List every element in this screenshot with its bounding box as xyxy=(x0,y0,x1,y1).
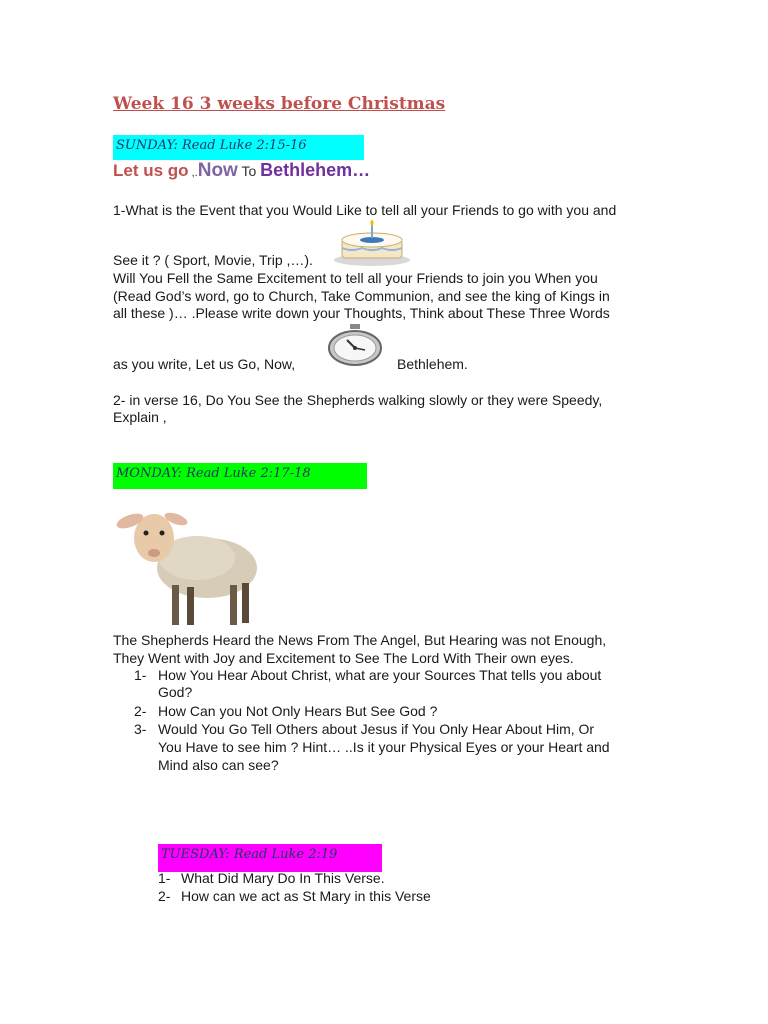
sunday-q2-line1: 2- in verse 16, Do You See the Shepherds walking slowly or they were Speedy, xyxy=(113,392,603,408)
monday-item-3-line1: Would You Go Tell Others about Jesus if You Only Hear About Him, Or xyxy=(158,721,595,737)
now-text: Now xyxy=(197,160,238,181)
page-title: Week 16 3 weeks before Christmas xyxy=(113,94,446,114)
tuesday-heading: TUESDAY: Read Luke 2:19 xyxy=(158,844,382,872)
monday-item-3-num: 3- xyxy=(134,721,147,737)
monday-item-2-num: 2- xyxy=(134,703,147,719)
birthday-cake-image xyxy=(332,218,412,268)
stopwatch-image xyxy=(325,322,385,368)
tuesday-item-1-text: What Did Mary Do In This Verse. xyxy=(181,870,385,886)
sunday-p-line4: as you write, Let us Go, Now, xyxy=(113,356,296,372)
lets-go-line xyxy=(113,160,370,182)
to-text: To xyxy=(237,163,261,179)
monday-item-3-line3: Mind also can see? xyxy=(158,757,279,773)
monday-item-1-line2: God? xyxy=(158,684,193,700)
tuesday-item-2-num: 2- xyxy=(158,888,171,904)
monday-item-1-line1: How You Hear About Christ, what are your Sources That tells you about xyxy=(158,667,602,683)
monday-intro-line1: The Shepherds Heard the News From The Angel, But Hearing was not Enough, xyxy=(113,632,607,648)
tuesday-item-2-text: How can we act as St Mary in this Verse xyxy=(181,888,431,904)
monday-intro-line2: They Went with Joy and Excitement to See The Lord With Their own eyes. xyxy=(113,650,574,666)
sunday-q1-line2: See it ? ( Sport, Movie, Trip ,…). xyxy=(113,252,313,268)
tuesday-item-1-num: 1- xyxy=(158,870,171,886)
sunday-p-line2: (Read God’s word, go to Church, Take Communion, and see the king of Kings in xyxy=(113,288,610,304)
bethlehem-text: Bethlehem… xyxy=(260,160,371,180)
monday-item-1-num: 1- xyxy=(134,667,147,683)
sunday-p-line3: all these )… .Please write down your Thoughts, Think about These Three Words xyxy=(113,305,610,321)
monday-heading: MONDAY: Read Luke 2:17-18 xyxy=(113,463,367,489)
sunday-heading: SUNDAY: Read Luke 2:15-16 xyxy=(113,135,364,160)
monday-item-2-line1: How Can you Not Only Hears But See God ? xyxy=(158,703,438,719)
lamb-image xyxy=(112,503,262,631)
sunday-bethlehem-end: Bethlehem. xyxy=(397,356,468,372)
sunday-p-line1: Will You Fell the Same Excitement to tell all your Friends to join you When you xyxy=(113,270,598,286)
lets-go-sep: ,. xyxy=(188,167,198,179)
sunday-q1-line1: 1-What is the Event that you Would Like to tell all your Friends to go with you and xyxy=(113,202,617,218)
lets-go-text: Let us go xyxy=(113,161,189,180)
monday-item-3-line2: You Have to see him ? Hint… ..Is it your Physical Eyes or your Heart and xyxy=(158,739,610,755)
sunday-q2-line2: Explain , xyxy=(113,409,167,425)
